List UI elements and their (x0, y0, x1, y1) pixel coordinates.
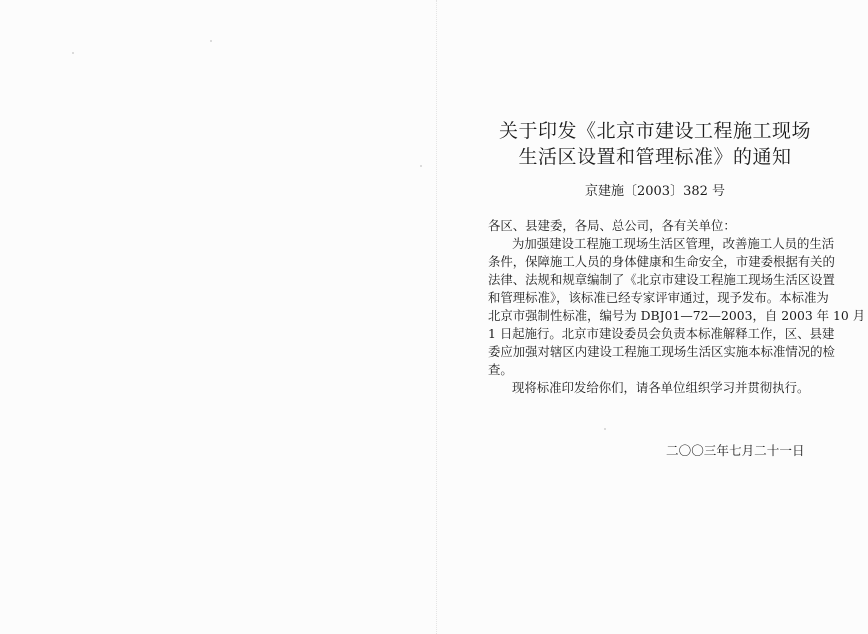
document-number: 京建施〔2003〕382 号 (584, 184, 726, 199)
body-line: 委应加强对辖区内建设工程施工现场生活区实施本标准情况的检 (488, 344, 835, 359)
scan-speck (604, 428, 606, 430)
body-line: 为加强建设工程施工现场生活区管理，改善施工人员的生活 (512, 236, 835, 251)
page-gutter (436, 0, 437, 634)
scan-speck (72, 52, 74, 54)
body-line: 1 日起施行。北京市建设委员会负责本标准解释工作，区、县建 (488, 326, 835, 341)
scan-speck (420, 165, 422, 167)
salutation: 各区、县建委，各局、总公司，各有关单位： (488, 218, 736, 233)
notice-title-line-2: 生活区设置和管理标准》的通知 (518, 146, 792, 168)
body-line: 条件，保障施工人员的身体健康和生命安全，市建委根据有关的 (488, 254, 835, 269)
scan-speck (210, 40, 212, 42)
body-line: 和管理标准》，该标准已经专家评审通过，现予发布。本标准为 (488, 290, 829, 305)
body-line: 北京市强制性标准，编号为 DBJ01—72—2003，自 2003 年 10 月 (488, 308, 866, 323)
closing-line: 现将标准印发给你们，请各单位组织学习并贯彻执行。 (512, 380, 810, 395)
body-line: 法律、法规和规章编制了《北京市建设工程施工现场生活区设置 (488, 272, 835, 287)
notice-title-line-1: 关于印发《北京市建设工程施工现场 (498, 120, 811, 142)
issue-date: 二〇〇三年七月二十一日 (666, 443, 805, 458)
body-line: 查。 (488, 362, 513, 377)
